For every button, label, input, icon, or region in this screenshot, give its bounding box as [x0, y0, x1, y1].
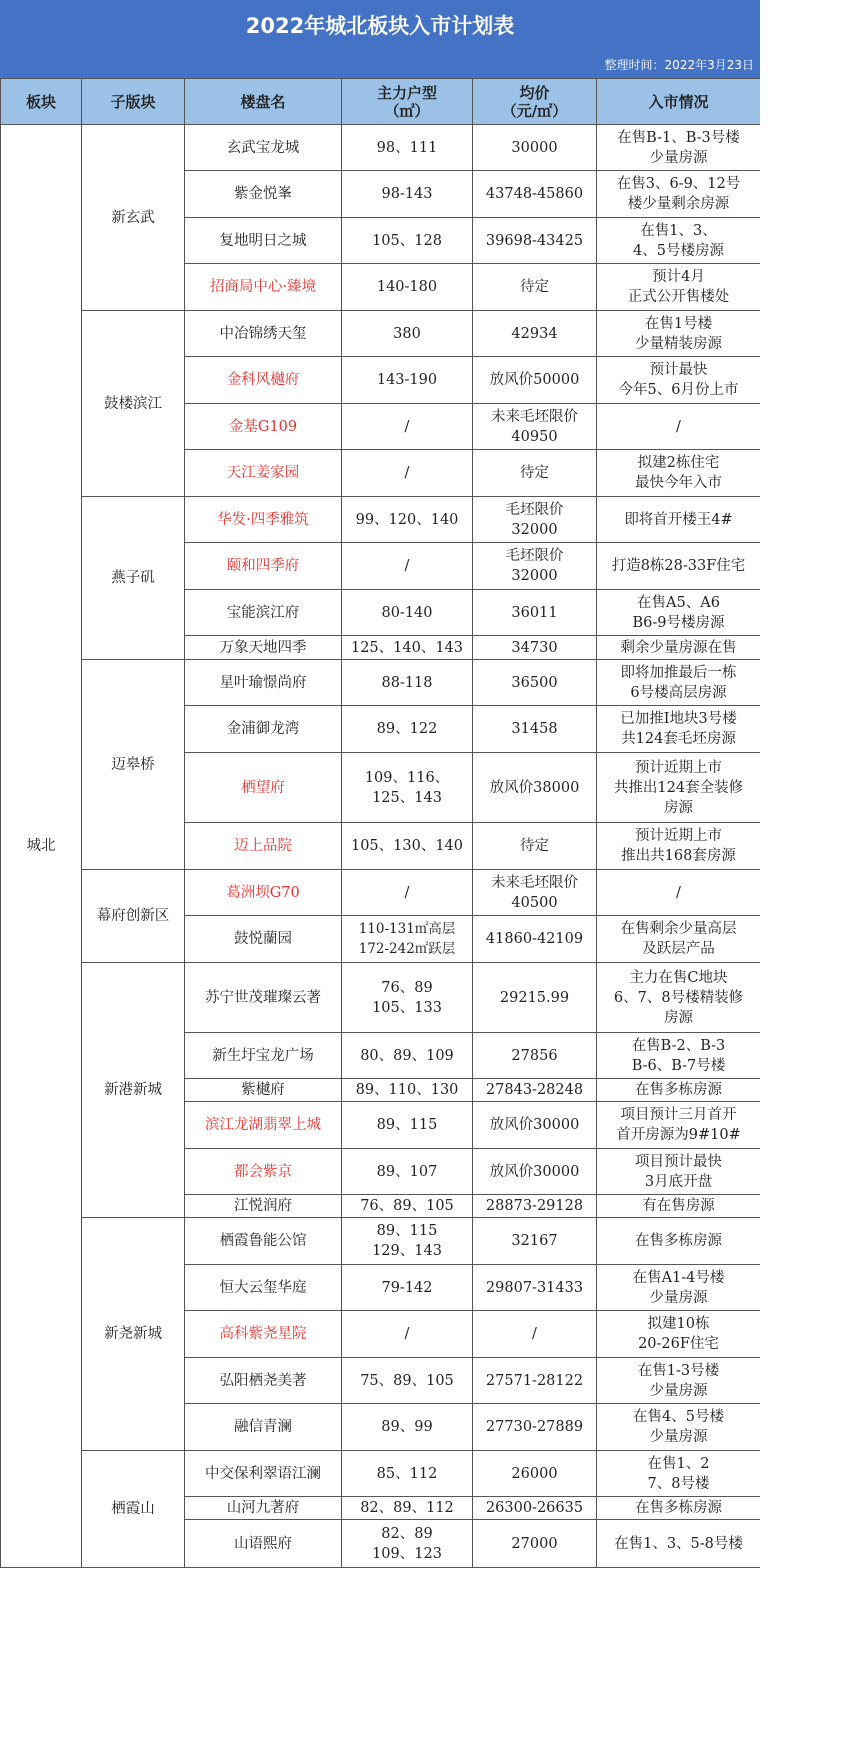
project-name-cell: 葛洲坝G70 — [185, 870, 342, 916]
unit-type-cell: 140-180 — [342, 264, 473, 311]
project-name-cell: 恒大云玺华庭 — [185, 1265, 342, 1311]
status-cell: / — [597, 870, 761, 916]
status-cell: 有在售房源 — [597, 1195, 761, 1218]
price-cell: 未来毛坯限价 40500 — [473, 870, 597, 916]
unit-type-cell: 88-118 — [342, 660, 473, 706]
project-name-cell: 鼓悦蘭园 — [185, 916, 342, 963]
subregion-cell: 栖霞山 — [82, 1451, 185, 1568]
project-name-cell: 高科紫尧星院 — [185, 1311, 342, 1358]
price-cell: 放风价30000 — [473, 1102, 597, 1149]
col-header-price: 均价 （元/㎡） — [473, 79, 597, 125]
unit-type-cell: 79-142 — [342, 1265, 473, 1311]
price-cell: 36011 — [473, 590, 597, 636]
unit-type-cell: 98-143 — [342, 171, 473, 218]
price-cell: / — [473, 1311, 597, 1358]
project-name-cell: 山河九著府 — [185, 1497, 342, 1520]
table-row — [1, 870, 761, 916]
price-cell: 34730 — [473, 636, 597, 660]
unit-type-cell: 105、128 — [342, 218, 473, 264]
unit-type-cell: 80-140 — [342, 590, 473, 636]
status-cell: 剩余少量房源在售 — [597, 636, 761, 660]
unit-type-cell: 75、89、105 — [342, 1358, 473, 1404]
status-cell: 在售1、3、5-8号楼 — [597, 1520, 761, 1568]
project-name-cell: 玄武宝龙城 — [185, 125, 342, 171]
project-name-cell: 栖望府 — [185, 753, 342, 823]
launch-plan-table — [0, 78, 760, 1568]
status-cell: 拟建10栋 20-26F住宅 — [597, 1311, 761, 1358]
status-cell: 在售3、6-9、12号 楼少量剩余房源 — [597, 171, 761, 218]
status-cell: 预计4月 正式公开售楼处 — [597, 264, 761, 311]
unit-type-cell: 89、122 — [342, 706, 473, 753]
status-cell: 即将加推最后一栋 6号楼高层房源 — [597, 660, 761, 706]
project-name-cell: 华发·四季雅筑 — [185, 497, 342, 543]
status-cell: 预计近期上市 推出共168套房源 — [597, 823, 761, 870]
subregion-cell: 新玄武 — [82, 125, 185, 311]
unit-type-cell: 89、115 — [342, 1102, 473, 1149]
table-row — [1, 1218, 761, 1265]
price-cell: 27856 — [473, 1033, 597, 1079]
price-cell: 待定 — [473, 264, 597, 311]
unit-type-cell: 98、111 — [342, 125, 473, 171]
project-name-cell: 宝能滨江府 — [185, 590, 342, 636]
project-name-cell: 融信青澜 — [185, 1404, 342, 1451]
status-cell: 在售1、2 7、8号楼 — [597, 1451, 761, 1497]
price-cell: 26300-26635 — [473, 1497, 597, 1520]
unit-type-cell: 85、112 — [342, 1451, 473, 1497]
unit-type-cell: 89、115 129、143 — [342, 1218, 473, 1265]
price-cell: 放风价30000 — [473, 1149, 597, 1195]
unit-type-cell: 76、89 105、133 — [342, 963, 473, 1033]
project-name-cell: 山语熙府 — [185, 1520, 342, 1568]
unit-type-cell: 105、130、140 — [342, 823, 473, 870]
project-name-cell: 新生圩宝龙广场 — [185, 1033, 342, 1079]
project-name-cell: 复地明日之城 — [185, 218, 342, 264]
project-name-cell: 金基G109 — [185, 404, 342, 450]
price-cell: 30000 — [473, 125, 597, 171]
col-header-unit-type: 主力户型 （㎡） — [342, 79, 473, 125]
price-cell: 待定 — [473, 450, 597, 497]
status-cell: 在售多栋房源 — [597, 1497, 761, 1520]
price-cell: 27843-28248 — [473, 1079, 597, 1102]
price-cell: 42934 — [473, 311, 597, 357]
unit-type-cell: 89、107 — [342, 1149, 473, 1195]
table-title: 2022年城北板块入市计划表 — [245, 14, 515, 38]
unit-type-cell: 82、89 109、123 — [342, 1520, 473, 1568]
unit-type-cell: 110-131㎡高层 172-242㎡跃层 — [342, 916, 473, 963]
status-cell: 即将首开楼王4# — [597, 497, 761, 543]
price-cell: 毛坯限价 32000 — [473, 543, 597, 590]
price-cell: 毛坯限价 32000 — [473, 497, 597, 543]
price-cell: 36500 — [473, 660, 597, 706]
status-cell: 拟建2栋住宅 最快今年入市 — [597, 450, 761, 497]
subregion-cell: 新港新城 — [82, 963, 185, 1218]
price-cell: 待定 — [473, 823, 597, 870]
status-cell: 在售4、5号楼 少量房源 — [597, 1404, 761, 1451]
header-row — [1, 79, 761, 125]
status-cell: / — [597, 404, 761, 450]
status-cell: 项目预计三月首开 首开房源为9#10# — [597, 1102, 761, 1149]
project-name-cell: 滨江龙湖翡翠上城 — [185, 1102, 342, 1149]
table-row — [1, 311, 761, 357]
unit-type-cell: / — [342, 404, 473, 450]
price-cell: 放风价50000 — [473, 357, 597, 404]
region-cell: 城北 — [1, 125, 82, 1568]
price-cell: 41860-42109 — [473, 916, 597, 963]
unit-type-cell: / — [342, 543, 473, 590]
unit-type-cell: 143-190 — [342, 357, 473, 404]
status-cell: 在售A5、A6 B6-9号楼房源 — [597, 590, 761, 636]
price-cell: 29807-31433 — [473, 1265, 597, 1311]
price-cell: 29215.99 — [473, 963, 597, 1033]
project-name-cell: 中冶锦绣天玺 — [185, 311, 342, 357]
project-name-cell: 万象天地四季 — [185, 636, 342, 660]
col-header-project: 楼盘名 — [185, 79, 342, 125]
project-name-cell: 招商局中心·臻境 — [185, 264, 342, 311]
col-header-region: 板块 — [1, 79, 82, 125]
unit-type-cell: / — [342, 1311, 473, 1358]
price-cell: 26000 — [473, 1451, 597, 1497]
unit-type-cell: / — [342, 870, 473, 916]
project-name-cell: 星叶瑜憬尚府 — [185, 660, 342, 706]
status-cell: 在售1、3、 4、5号楼房源 — [597, 218, 761, 264]
compiled-date: 整理时间：2022年3月23日 — [604, 58, 754, 72]
unit-type-cell: 125、140、143 — [342, 636, 473, 660]
unit-type-cell: 89、110、130 — [342, 1079, 473, 1102]
status-cell: 在售多栋房源 — [597, 1218, 761, 1265]
project-name-cell: 弘阳栖尧美著 — [185, 1358, 342, 1404]
status-cell: 在售1号楼 少量精装房源 — [597, 311, 761, 357]
table-row — [1, 125, 761, 171]
price-cell: 未来毛坯限价 40950 — [473, 404, 597, 450]
price-cell: 31458 — [473, 706, 597, 753]
project-name-cell: 迈上品院 — [185, 823, 342, 870]
unit-type-cell: 76、89、105 — [342, 1195, 473, 1218]
price-cell: 28873-29128 — [473, 1195, 597, 1218]
table-row — [1, 1451, 761, 1497]
project-name-cell: 苏宁世茂璀璨云著 — [185, 963, 342, 1033]
project-name-cell: 都会紫京 — [185, 1149, 342, 1195]
project-name-cell: 江悦润府 — [185, 1195, 342, 1218]
status-cell: 项目预计最快 3月底开盘 — [597, 1149, 761, 1195]
project-name-cell: 颐和四季府 — [185, 543, 342, 590]
price-cell: 32167 — [473, 1218, 597, 1265]
table-row — [1, 497, 761, 543]
title-bar — [0, 0, 760, 79]
project-name-cell: 紫樾府 — [185, 1079, 342, 1102]
unit-type-cell: 80、89、109 — [342, 1033, 473, 1079]
status-cell: 已加推I地块3号楼 共124套毛坯房源 — [597, 706, 761, 753]
project-name-cell: 中交保利翠语江澜 — [185, 1451, 342, 1497]
status-cell: 预计近期上市 共推出124套全装修 房源 — [597, 753, 761, 823]
table-row — [1, 963, 761, 1033]
status-cell: 在售A1-4号楼 少量房源 — [597, 1265, 761, 1311]
subregion-cell: 幕府创新区 — [82, 870, 185, 963]
subregion-cell: 鼓楼滨江 — [82, 311, 185, 497]
unit-type-cell: 82、89、112 — [342, 1497, 473, 1520]
project-name-cell: 金浦御龙湾 — [185, 706, 342, 753]
price-cell: 放风价38000 — [473, 753, 597, 823]
unit-type-cell: / — [342, 450, 473, 497]
project-name-cell: 天江姜家园 — [185, 450, 342, 497]
status-cell: 在售多栋房源 — [597, 1079, 761, 1102]
col-header-subregion: 子版块 — [82, 79, 185, 125]
status-cell: 在售B-2、B-3 B-6、B-7号楼 — [597, 1033, 761, 1079]
table-row — [1, 660, 761, 706]
status-cell: 在售1-3号楼 少量房源 — [597, 1358, 761, 1404]
status-cell: 打造8栋28-33F住宅 — [597, 543, 761, 590]
price-cell: 27571-28122 — [473, 1358, 597, 1404]
project-name-cell: 金科风樾府 — [185, 357, 342, 404]
subregion-cell: 新尧新城 — [82, 1218, 185, 1451]
status-cell: 主力在售C地块 6、7、8号楼精装修 房源 — [597, 963, 761, 1033]
status-cell: 预计最快 今年5、6月份上市 — [597, 357, 761, 404]
unit-type-cell: 380 — [342, 311, 473, 357]
unit-type-cell: 109、116、 125、143 — [342, 753, 473, 823]
status-cell: 在售B-1、B-3号楼 少量房源 — [597, 125, 761, 171]
project-name-cell: 紫金悦峯 — [185, 171, 342, 218]
price-cell: 27730-27889 — [473, 1404, 597, 1451]
price-cell: 43748-45860 — [473, 171, 597, 218]
subregion-cell: 燕子矶 — [82, 497, 185, 660]
col-header-status: 入市情况 — [597, 79, 761, 125]
subregion-cell: 迈皋桥 — [82, 660, 185, 870]
price-cell: 39698-43425 — [473, 218, 597, 264]
project-name-cell: 栖霞鲁能公馆 — [185, 1218, 342, 1265]
price-cell: 27000 — [473, 1520, 597, 1568]
status-cell: 在售剩余少量高层 及跃层产品 — [597, 916, 761, 963]
unit-type-cell: 89、99 — [342, 1404, 473, 1451]
unit-type-cell: 99、120、140 — [342, 497, 473, 543]
table-body — [1, 125, 761, 1568]
